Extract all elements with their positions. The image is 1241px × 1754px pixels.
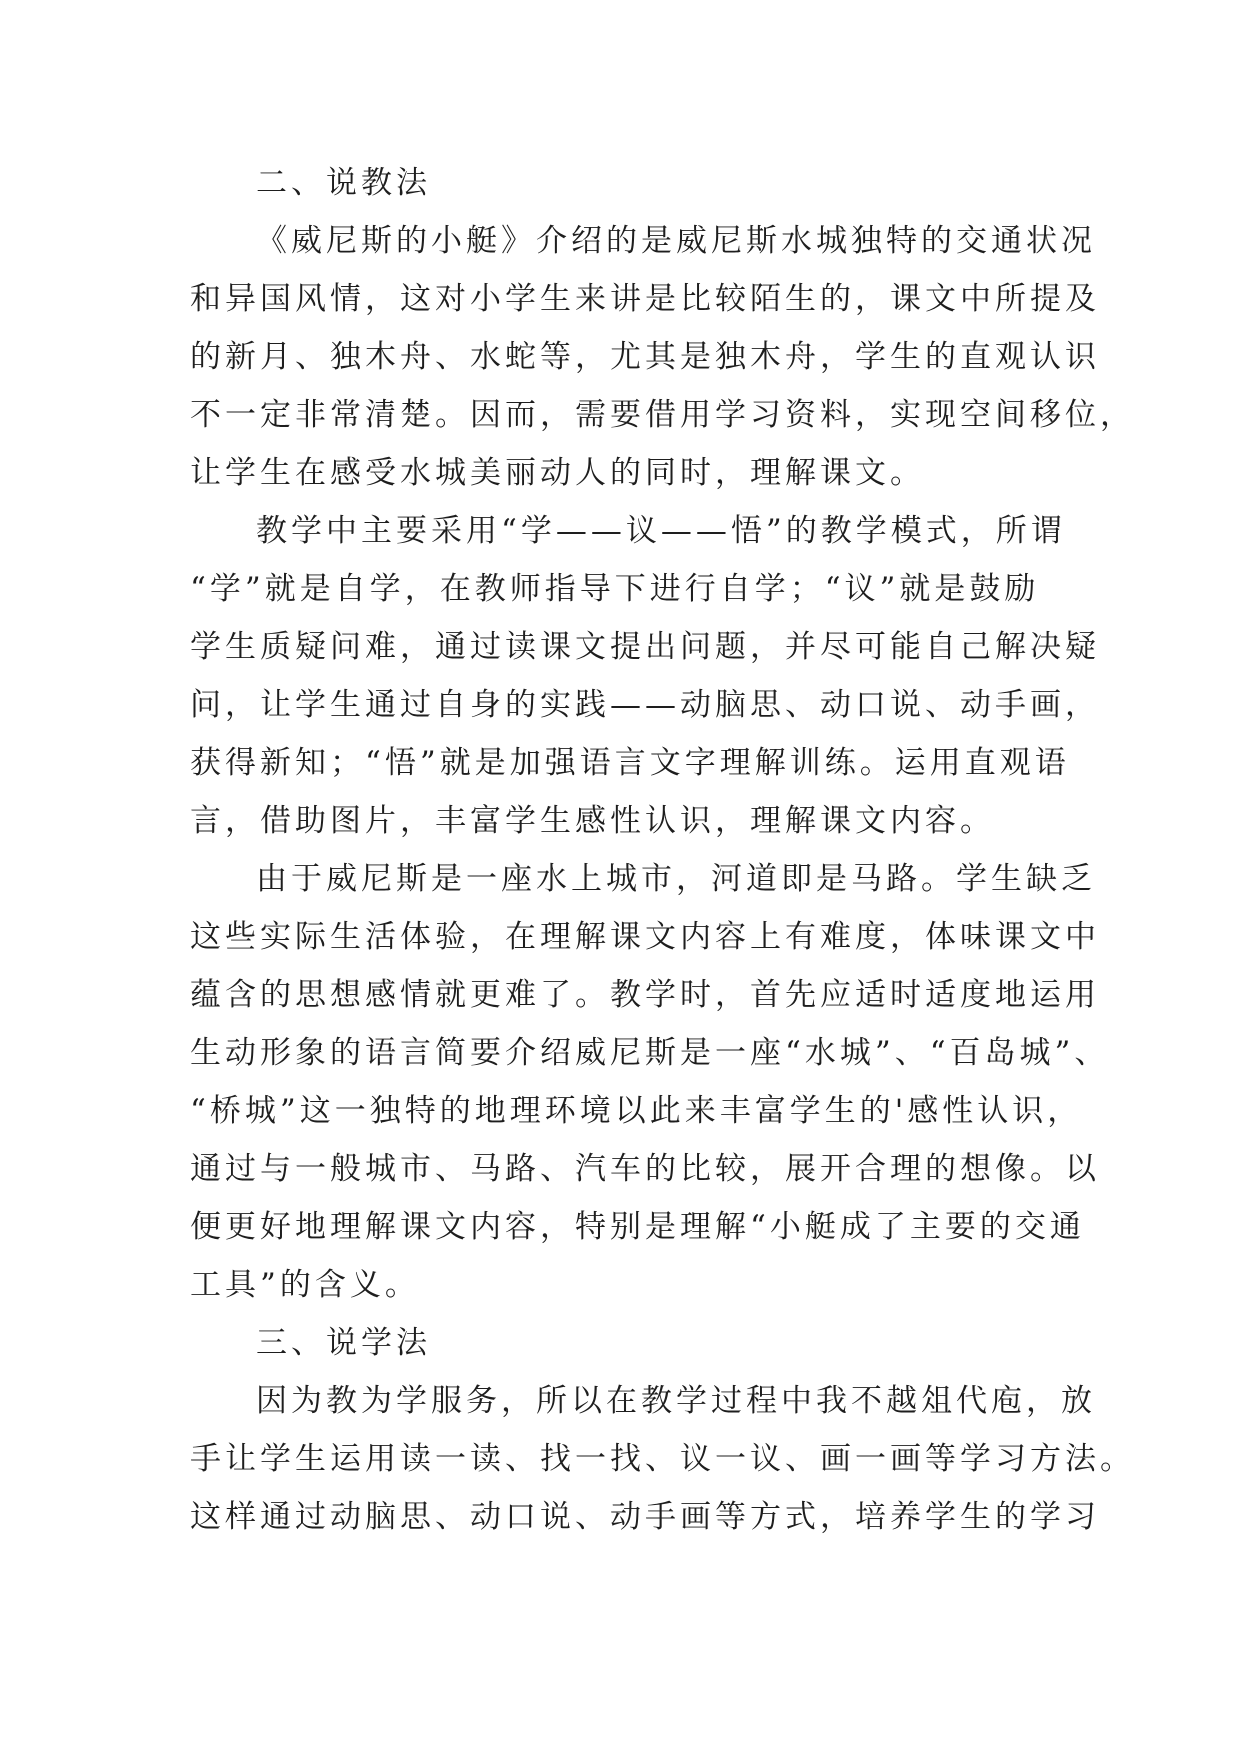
paragraph-line: 蕴含的思想感情就更难了。教学时，首先应适时适度地运用: [190, 977, 1100, 1013]
paragraph-line: 通过与一般城市、马路、汽车的比较，展开合理的想像。以: [190, 1151, 1100, 1187]
paragraph-line: 获得新知；“悟”就是加强语言文字理解训练。运用直观语: [190, 745, 1070, 781]
paragraph-line: 教学中主要采用“学——议——悟”的教学模式，所谓: [256, 513, 1066, 549]
paragraph-line: 让学生在感受水城美丽动人的同时，理解课文。: [190, 455, 925, 491]
paragraph-line: 问，让学生通过自身的实践——动脑思、动口说、动手画，: [190, 687, 1100, 723]
section-heading-learning-method: 三、说学法: [256, 1325, 431, 1361]
paragraph-line: “桥城”这一独特的地理环境以此来丰富学生的'感性认识，: [190, 1093, 1083, 1129]
paragraph-line: 生动形象的语言简要介绍威尼斯是一座“水城”、“百岛城”、: [190, 1035, 1110, 1071]
paragraph-line: 不一定非常清楚。因而，需要借用学习资料，实现空间移位，: [190, 397, 1135, 433]
paragraph-line: 这些实际生活体验，在理解课文内容上有难度，体味课文中: [190, 919, 1100, 955]
section-heading-teaching-method: 二、说教法: [256, 165, 431, 201]
paragraph-line: 便更好地理解课文内容，特别是理解“小艇成了主要的交通: [190, 1209, 1085, 1245]
paragraph-line: “学”就是自学，在教师指导下进行自学；“议”就是鼓励: [190, 571, 1040, 607]
paragraph-line: 《威尼斯的小艇》介绍的是威尼斯水城独特的交通状况: [256, 223, 1096, 259]
paragraph-line: 工具”的含义。: [190, 1267, 420, 1303]
paragraph-line: 言，借助图片，丰富学生感性认识，理解课文内容。: [190, 803, 995, 839]
paragraph-line: 和异国风情，这对小学生来讲是比较陌生的，课文中所提及: [190, 281, 1100, 317]
paragraph-line: 学生质疑问难，通过读课文提出问题，并尽可能自己解决疑: [190, 629, 1100, 665]
paragraph-line: 因为教为学服务，所以在教学过程中我不越俎代庖，放: [256, 1383, 1096, 1419]
paragraph-line: 手让学生运用读一读、找一找、议一议、画一画等学习方法。: [190, 1441, 1135, 1477]
document-page: [190, 154, 1135, 1546]
paragraph-line: 的新月、独木舟、水蛇等，尤其是独木舟，学生的直观认识: [190, 339, 1100, 375]
paragraph-line: 由于威尼斯是一座水上城市，河道即是马路。学生缺乏: [256, 861, 1096, 897]
paragraph-line: 这样通过动脑思、动口说、动手画等方式，培养学生的学习: [190, 1499, 1100, 1535]
